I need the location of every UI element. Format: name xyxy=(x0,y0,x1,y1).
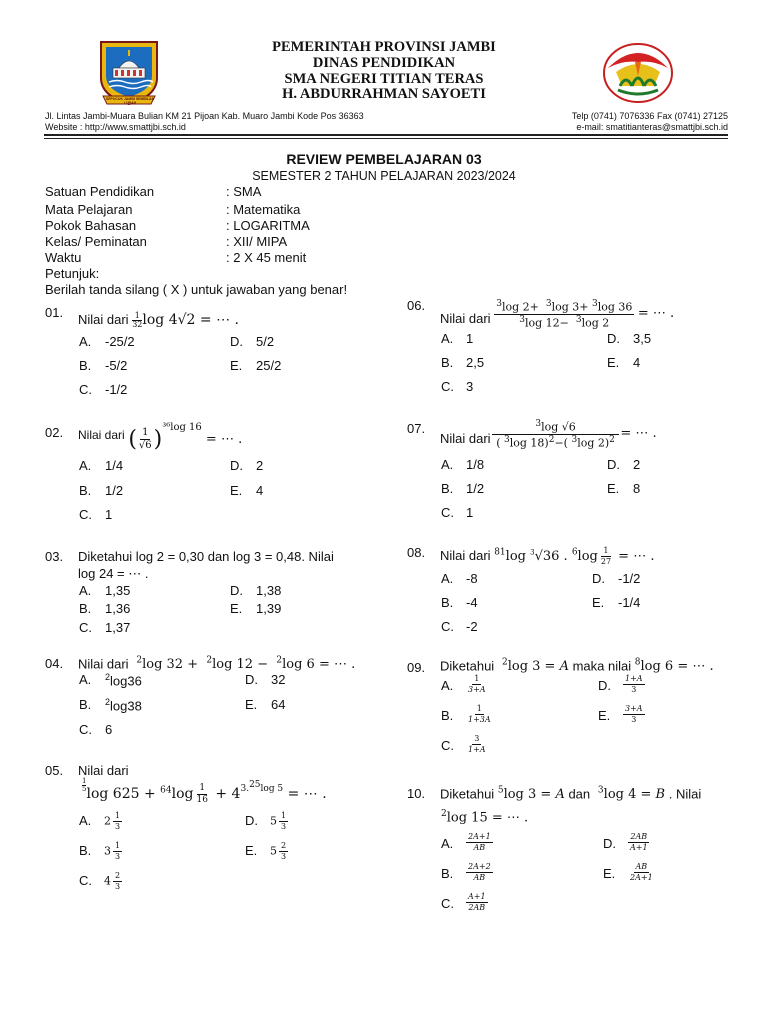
info-value: : LOGARITMA xyxy=(226,218,310,233)
header-government: PEMERINTAH PROVINSI JAMBI xyxy=(272,39,496,55)
question-06-expression: $\frac{^3\log 2+ ^3\log 3+ ^3\log 36}{^3\log 12- ^3\log 2}$ = ⋯ . xyxy=(496,299,675,330)
option-value: 4 $\frac{2}{3}$ xyxy=(104,871,121,891)
option-label: E. xyxy=(607,481,620,496)
option-label: D. xyxy=(607,457,620,472)
option-value: 1,36 xyxy=(105,601,131,616)
option-value: 3 $\frac{1}{3}$ xyxy=(104,841,121,861)
question-03-line1: Diketahui log 2 = 0,30 dan log 3 = 0,48. Nilai xyxy=(78,549,334,564)
header-school-name: H. ABDURRAHMAN SAYOETI xyxy=(282,86,486,102)
option-label: E. xyxy=(603,866,616,881)
question-10-expression: $^2$log 15 = ⋯ . xyxy=(441,809,529,826)
option-value: $\frac{3}{1+A}$ xyxy=(468,734,486,754)
option-value: $\frac{1}{1+3A}$ xyxy=(468,704,491,724)
question-prefix: Diketahui xyxy=(440,658,495,674)
option-label: A. xyxy=(79,334,92,349)
instructions-label: Petunjuk: xyxy=(45,266,100,281)
option-value: $^2$log36 xyxy=(105,672,142,689)
option-value: 1,38 xyxy=(256,583,282,598)
question-10-given-a: $^5$log 3 = A xyxy=(497,786,565,803)
question-number: 10. xyxy=(407,786,426,801)
question-prefix: Nilai dari xyxy=(78,428,125,442)
option-label: A. xyxy=(441,457,454,472)
option-label: D. xyxy=(603,836,616,851)
info-value: : XII/ MIPA xyxy=(226,234,288,249)
option-label: C. xyxy=(79,620,92,635)
option-value: -25/2 xyxy=(105,334,135,349)
question-number: 07. xyxy=(407,421,426,436)
option-label: B. xyxy=(441,481,454,496)
option-value: 64 xyxy=(271,697,286,712)
option-label: B. xyxy=(79,483,92,498)
option-label: A. xyxy=(79,813,92,828)
option-label: E. xyxy=(230,483,243,498)
option-label: D. xyxy=(598,678,611,693)
option-value: -1/2 xyxy=(105,382,128,397)
option-label: A. xyxy=(79,458,92,473)
question-10-given-b: $^3$log 4 = B xyxy=(597,786,666,803)
header-divider-bottom xyxy=(44,138,728,139)
option-value: 1 xyxy=(466,331,474,346)
option-value: 6 xyxy=(105,722,113,737)
option-value: 1/2 xyxy=(105,483,124,498)
option-label: D. xyxy=(245,672,258,687)
option-label: E. xyxy=(607,355,620,370)
option-value: 1 xyxy=(466,505,474,520)
option-value: 32 xyxy=(271,672,286,687)
left-logo-motto: SEPUCUK JAMBI SEMBILAN LURAH xyxy=(105,97,155,105)
option-value: 1,39 xyxy=(256,601,282,616)
option-value: -4 xyxy=(466,595,478,610)
question-07-text xyxy=(440,420,657,448)
option-value: $\frac{2AB}{A+1}$ xyxy=(630,832,648,852)
option-label: A. xyxy=(441,678,454,693)
info-value: : SMA xyxy=(226,184,262,199)
option-label: C. xyxy=(441,619,454,634)
school-phone: Telp (0741) 7076336 Fax (0741) 27125 xyxy=(571,111,728,121)
question-connector: dan xyxy=(568,786,591,802)
question-number: 06. xyxy=(407,298,426,313)
option-label: D. xyxy=(592,571,605,586)
option-label: C. xyxy=(79,507,92,522)
option-label: A. xyxy=(441,331,454,346)
option-value: 2,5 xyxy=(466,355,485,370)
option-value: 3 xyxy=(466,379,474,394)
option-label: E. xyxy=(230,358,243,373)
option-value: -8 xyxy=(466,571,478,586)
info-value: : 2 X 45 menit xyxy=(226,250,307,265)
option-value: 1,37 xyxy=(105,620,131,635)
option-value: 1/4 xyxy=(105,458,124,473)
school-email: e-mail: smatitianteras@smattjbi.sch.id xyxy=(576,122,728,132)
question-number: 04. xyxy=(45,656,64,671)
school-address: Jl. Lintas Jambi-Muara Bulian KM 21 Pijoan Kab. Muaro Jambi Kode Pos 36363 xyxy=(45,111,364,121)
question-prefix: Nilai dari xyxy=(440,311,491,327)
school-website: Website : http://www.smattjbi.sch.id xyxy=(45,122,186,132)
option-label: B. xyxy=(441,595,454,610)
question-05-expression: $\frac{1}{5}$ log 625 + $^{64}$log $\frac{1}{16}$ + $4^{3.^{25}log 5}$ = ⋯ . xyxy=(82,777,327,805)
option-label: B. xyxy=(79,843,92,858)
option-label: B. xyxy=(441,355,454,370)
question-01-expression: $\frac{1}{32}$ log 4√2 = ⋯ . xyxy=(132,311,239,329)
option-label: E. xyxy=(592,595,605,610)
option-value: 1/2 xyxy=(466,481,485,496)
option-label: E. xyxy=(245,843,258,858)
question-suffix: . Nilai xyxy=(668,786,702,802)
question-prefix: Nilai dari xyxy=(440,548,491,563)
option-value: 2 xyxy=(633,457,641,472)
option-value: 5/2 xyxy=(256,334,275,349)
page-subtitle: SEMESTER 2 TAHUN PELAJARAN 2023/2024 xyxy=(252,169,516,183)
option-value: $\frac{1+A}{3}$ xyxy=(625,674,643,694)
option-label: D. xyxy=(230,458,243,473)
option-value: 2 xyxy=(256,458,264,473)
option-label: C. xyxy=(441,738,454,753)
option-label: C. xyxy=(441,505,454,520)
question-10-text xyxy=(440,786,701,802)
option-label: E. xyxy=(598,708,611,723)
option-value: $\frac{3+A}{3}$ xyxy=(625,704,643,724)
question-09-text xyxy=(440,658,714,674)
option-label: A. xyxy=(79,672,92,687)
question-08-expression: $^{81}$log $^3$√36 . $^6$log $\frac{1}{27}$ = ⋯ . xyxy=(494,546,655,566)
question-number: 09. xyxy=(407,660,426,675)
info-label: Pokok Bahasan xyxy=(45,218,137,233)
question-04-expression: $^2$log 32 + $^2$log 12 − $^2$log 6 = ⋯ . xyxy=(136,656,356,673)
question-08-text xyxy=(440,547,654,566)
option-label: D. xyxy=(230,583,243,598)
question-prefix: Nilai dari xyxy=(78,312,129,327)
option-value: 1 xyxy=(105,507,113,522)
option-value: -1/2 xyxy=(618,571,641,586)
option-value: $\frac{2A+2}{AB}$ xyxy=(468,862,491,882)
question-number: 02. xyxy=(45,425,64,440)
question-connector: maka nilai xyxy=(572,658,632,674)
option-label: B. xyxy=(79,601,92,616)
page-title: REVIEW PEMBELAJARAN 03 xyxy=(286,151,482,167)
option-label: C. xyxy=(441,379,454,394)
question-04-text xyxy=(78,656,355,672)
question-prefix: Nilai dari xyxy=(78,656,129,672)
question-02-expression: ( $\frac{1}{√6}$ )$^{^{36}log 16}$ = ⋯ . xyxy=(128,422,243,452)
option-label: A. xyxy=(441,836,454,851)
option-value: -5/2 xyxy=(105,358,128,373)
option-label: C. xyxy=(79,382,92,397)
option-label: C. xyxy=(79,722,92,737)
info-label: Satuan Pendidikan xyxy=(45,184,155,199)
header-divider-top xyxy=(44,134,728,136)
option-value: 2 $\frac{1}{3}$ xyxy=(104,811,121,831)
option-value: 1/8 xyxy=(466,457,485,472)
option-value: 8 xyxy=(633,481,641,496)
option-value: $^2$log38 xyxy=(105,697,142,714)
option-label: C. xyxy=(441,896,454,911)
info-label: Waktu xyxy=(45,250,82,265)
option-value: 5 $\frac{1}{3}$ xyxy=(270,811,287,831)
instructions-text: Berilah tanda silang ( X ) untuk jawaban yang benar! xyxy=(45,282,348,297)
option-value: $\frac{2A+1}{AB}$ xyxy=(468,832,491,852)
option-label: A. xyxy=(441,571,454,586)
option-label: B. xyxy=(441,708,454,723)
question-number: 05. xyxy=(45,763,64,778)
option-value: 3,5 xyxy=(633,331,652,346)
header-school: SMA NEGERI TITIAN TERAS xyxy=(284,71,484,87)
option-label: B. xyxy=(79,358,92,373)
option-value: -1/4 xyxy=(618,595,641,610)
question-prefix: Nilai dari xyxy=(78,763,129,778)
option-value: 5 $\frac{2}{3}$ xyxy=(270,841,287,861)
option-value: $\frac{1}{3+A}$ xyxy=(468,674,486,694)
option-value: 4 xyxy=(633,355,641,370)
question-03-line2: log 24 = ⋯ . xyxy=(78,566,149,581)
info-label: Mata Pelajaran xyxy=(45,202,133,217)
info-label: Kelas/ Peminatan xyxy=(45,234,147,249)
question-number: 01. xyxy=(45,305,64,320)
option-value: 25/2 xyxy=(256,358,282,373)
question-01-text xyxy=(78,300,239,328)
option-label: E. xyxy=(230,601,243,616)
option-value: $\frac{AB}{2A+1}$ xyxy=(630,862,653,882)
option-value: 4 xyxy=(256,483,264,498)
option-value: $\frac{A+1}{2AB}$ xyxy=(468,892,486,912)
option-label: D. xyxy=(230,334,243,349)
option-label: D. xyxy=(245,813,258,828)
question-07-expression: $\frac{^3\log √6}{( ^3\log 18)^2-( ^3\log 2)^2}$ = ⋯ . xyxy=(494,427,656,440)
question-number: 03. xyxy=(45,549,64,564)
question-prefix: Diketahui xyxy=(440,786,495,802)
option-label: A. xyxy=(79,583,92,598)
question-number: 08. xyxy=(407,545,426,560)
question-09-given: $^2$log 3 = A xyxy=(501,658,569,675)
header-agency: DINAS PENDIDIKAN xyxy=(312,55,456,71)
info-value: : Matematika xyxy=(226,202,301,217)
question-02-text xyxy=(78,422,242,452)
option-value: 1,35 xyxy=(105,583,131,598)
option-label: D. xyxy=(607,331,620,346)
option-value: -2 xyxy=(466,619,478,634)
option-label: C. xyxy=(79,873,92,888)
option-label: E. xyxy=(245,697,258,712)
option-label: B. xyxy=(79,697,92,712)
option-label: B. xyxy=(441,866,454,881)
question-06-text xyxy=(440,300,674,328)
question-prefix: Nilai dari xyxy=(440,431,491,447)
question-09-expression: $^8$log 6 = ⋯ . xyxy=(634,658,714,675)
